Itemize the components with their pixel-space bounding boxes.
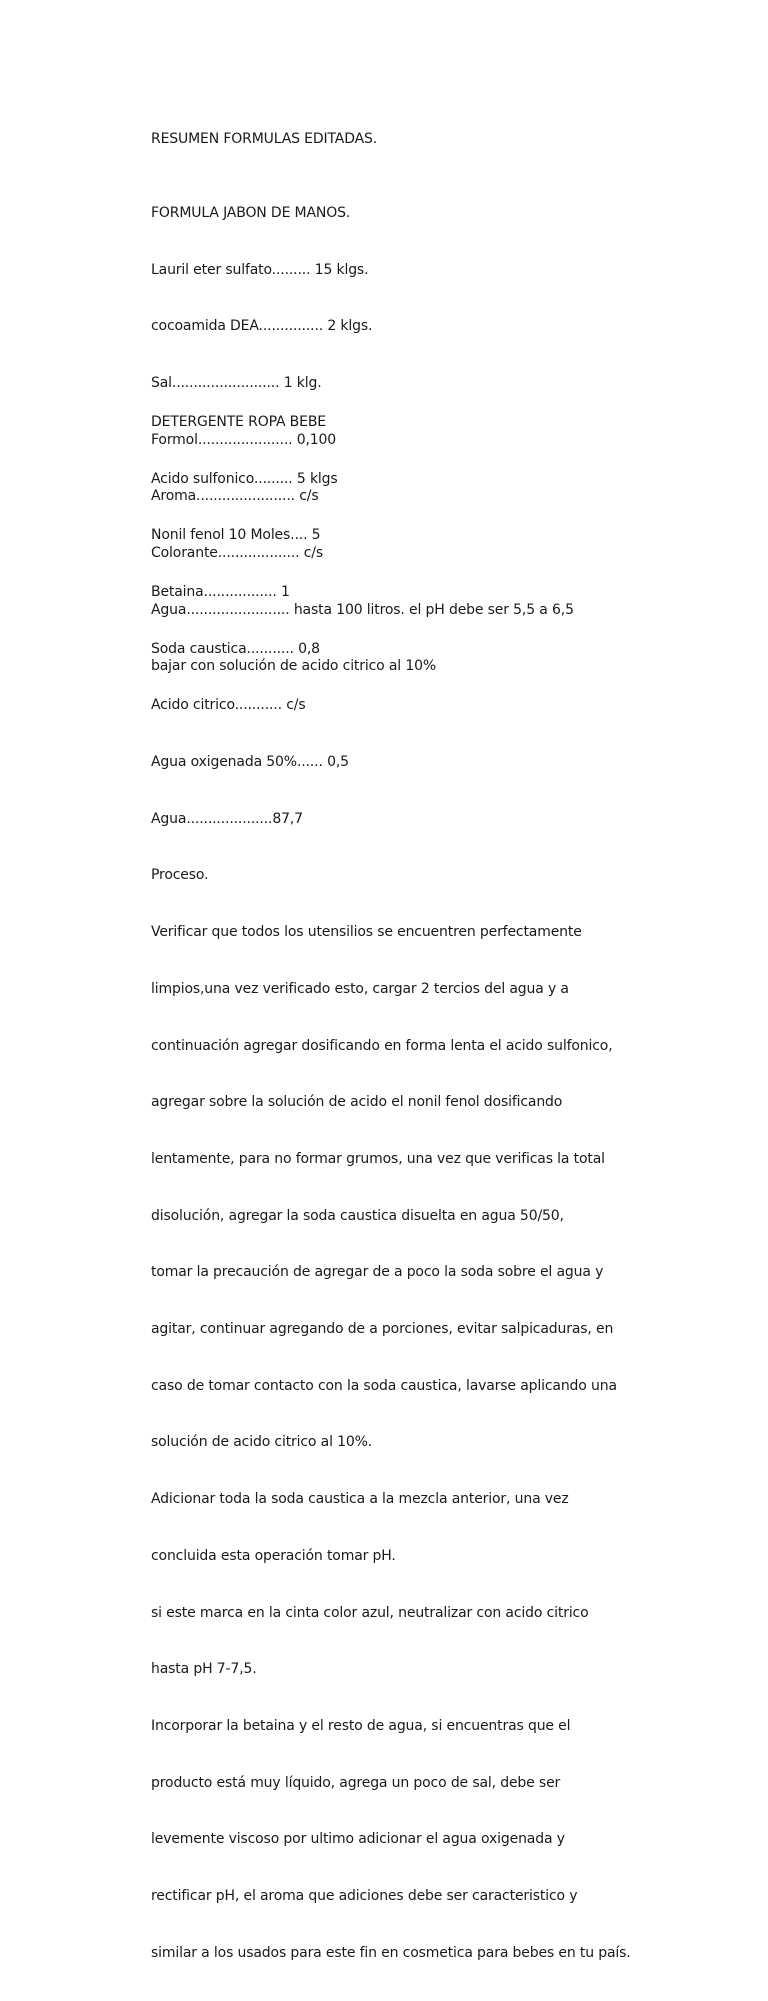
process-line: Verificar que todos los utensilios se encuentren perfectamente — [151, 924, 582, 941]
process-line: continuación agregar dosificando en forma lenta el acido sulfonico, — [151, 1037, 613, 1054]
formula-line: Aroma....................... c/s — [151, 488, 319, 505]
formula-line: Formol...................... 0,100 — [151, 431, 337, 448]
process-line: rectificar pH, el aroma que adiciones debe ser caracteristico y — [151, 1888, 578, 1905]
formula-line: Agua........................ hasta 100 litros. el pH debe ser 5,5 a 6,5 — [151, 601, 574, 618]
process-line: caso de tomar contacto con la soda caustica, lavarse aplicando una — [151, 1377, 617, 1394]
formula-line: Sal......................... 1 klg. — [151, 374, 322, 391]
process-line: lentamente, para no formar grumos, una vez que verificas la total — [151, 1150, 605, 1167]
process-line: Adicionar toda la soda caustica a la mezcla anterior, una vez — [151, 1491, 569, 1508]
formula-line: Colorante................... c/s — [151, 545, 324, 562]
process-line: si este marca en la cinta color azul, neutralizar con acido citrico — [151, 1604, 589, 1621]
formula-line: Acido citrico........... c/s — [151, 697, 306, 714]
formula-line: Agua oxigenada 50%...... 0,5 — [151, 754, 349, 771]
formula-line: cocoamida DEA............... 2 klgs. — [151, 318, 373, 335]
formula-line: Nonil fenol 10 Moles.... 5 — [151, 527, 321, 544]
process-line: tomar la precaución de agregar de a poco la soda sobre el agua y — [151, 1264, 604, 1281]
title-text: RESUMEN FORMULAS EDITADAS. — [151, 130, 378, 147]
process-line: producto está muy líquido, agrega un poco de sal, debe ser — [151, 1774, 561, 1791]
formula-line: Acido sulfonico......... 5 klgs — [151, 470, 338, 487]
section-heading: FORMULA JABON DE MANOS. — [151, 204, 351, 221]
process-line: agregar sobre la solución de acido el nonil fenol dosificando — [151, 1094, 563, 1111]
formula-line: Agua....................87,7 — [151, 810, 303, 827]
process-line: limpios,una vez verificado esto, cargar 2 tercios del agua y a — [151, 980, 569, 997]
process-line: solución de acido citrico al 10%. — [151, 1434, 373, 1451]
process-line: concluida esta operación tomar pH. — [151, 1547, 396, 1564]
formula-line: bajar con solución de acido citrico al 10% — [151, 658, 437, 675]
process-line: disolución, agregar la soda caustica disuelta en agua 50/50, — [151, 1207, 564, 1224]
process-line: agitar, continuar agregando de a porciones, evitar salpicaduras, en — [151, 1321, 614, 1338]
formula-line: Lauril eter sulfato......... 15 klgs. — [151, 261, 369, 278]
formula-line: Betaina................. 1 — [151, 583, 290, 600]
section-heading: DETERGENTE ROPA BEBE — [151, 413, 326, 430]
formula-line: Soda caustica........... 0,8 — [151, 640, 320, 657]
process-line: hasta pH 7-7,5. — [151, 1661, 257, 1678]
process-line: similar a los usados para este fin en cosmetica para bebes en tu país. — [151, 1944, 631, 1961]
process-heading: Proceso. — [151, 867, 209, 884]
process-line: Incorporar la betaina y el resto de agua, si encuentras que el — [151, 1717, 571, 1734]
process-line: levemente viscoso por ultimo adicionar el agua oxigenada y — [151, 1831, 565, 1848]
section-detergente-ropa-bebe — [151, 375, 751, 2001]
